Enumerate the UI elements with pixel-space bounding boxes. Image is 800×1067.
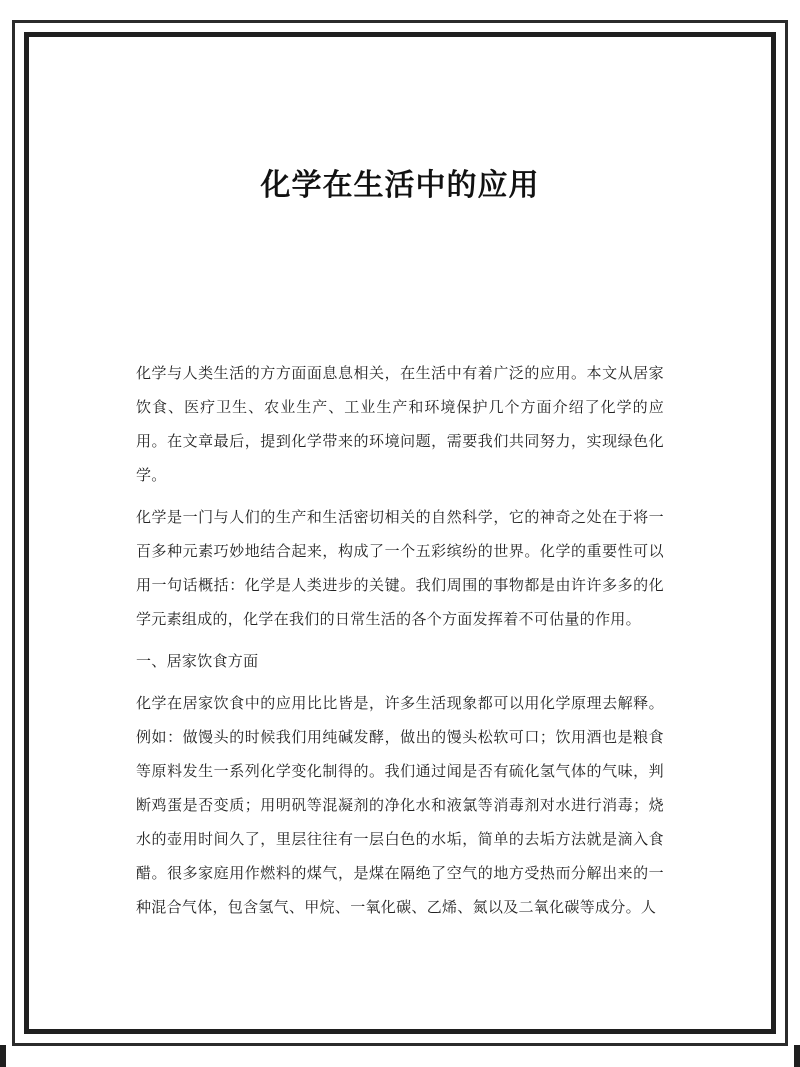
document-body [136,356,664,932]
abstract-paragraph: 化学与人类生活的方方面面息息相关，在生活中有着广泛的应用。本文从居家饮食、医疗卫生、农业生产、工业生产和环境保护几个方面介绍了化学的应用。在文章最后，提到化学带来的环境问题，需要我们共同努力，实现绿色化学。 [136,364,664,484]
intro-paragraph: 化学是一门与人们的生产和生活密切相关的自然科学，它的神奇之处在于将一百多种元素巧妙地结合起来，构成了一个五彩缤纷的世界。化学的重要性可以用一句话概括：化学是人类进步的关键。我们周围的事物都是由许许多多的化学元素组成的，化学在我们的日常生活的各个方面发挥着不可估量的作用。 [136,508,664,628]
section-paragraph-home-diet: 化学在居家饮食中的应用比比皆是，许多生活现象都可以用化学原理去解释。例如：做馒头的时候我们用纯碱发酵，做出的馒头松软可口；饮用酒也是粮食等原料发生一系列化学变化制得的。我们通过闻是否有硫化氢气体的气味，判断鸡蛋是否变质；用明矾等混凝剂的净化水和液氯等消毒剂对水进行消毒；烧水的壶用时间久了，里层往往有一层白色的水垢，简单的去垢方法就是滴入食醋。很多家庭用作燃料的煤气，是煤在隔绝了空气的地方受热而分解出来的一种混合气体，包含氢气、甲烷、一氧化碳、乙烯、氮以及二氧化碳等成分。人 [136,694,664,916]
corner-mark-left [0,1045,6,1067]
corner-mark-right [794,1045,800,1067]
document-title: 化学在生活中的应用 [260,168,540,203]
section-heading-home-diet: 一、居家饮食方面 [136,652,259,670]
